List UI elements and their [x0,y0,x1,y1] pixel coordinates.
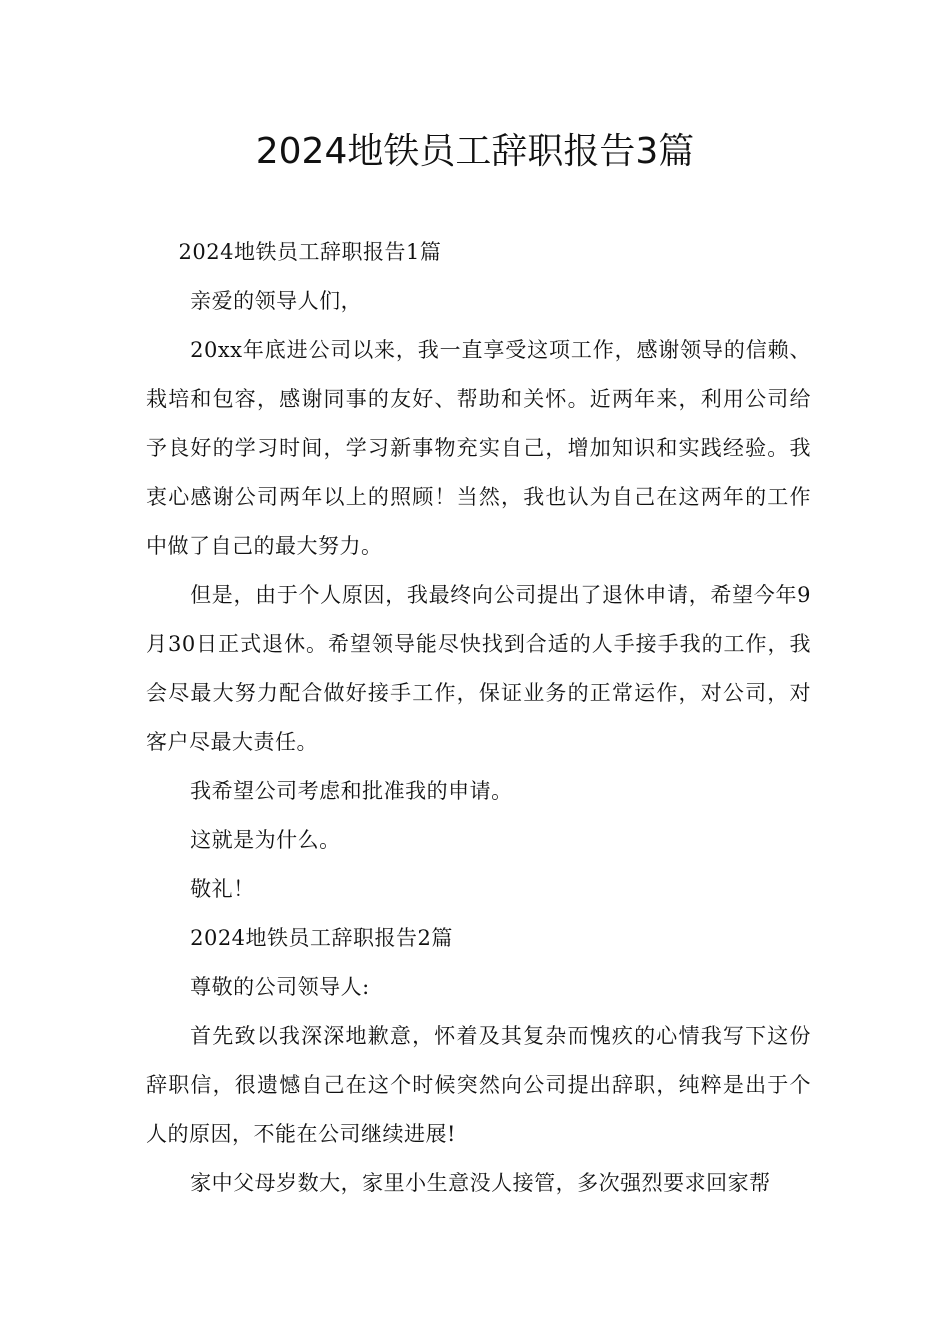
paragraph: 但是，由于个人原因，我最终向公司提出了退休申请，希望今年9月30日正式退休。希望领导能尽快找到合适的人手接手我的工作，我会尽最大努力配合做好接手工作，保证业务的正常运作，对公司，对客户尽最大责任。 [146,583,811,754]
closing-1: 敬礼！ [190,877,255,901]
document-title: 2024地铁员工辞职报告3篇 [255,131,695,172]
section-heading-1: 2024地铁员工辞职报告1篇 [178,240,442,264]
paragraph: 20xx年底进公司以来，我一直享受这项工作，感谢领导的信赖、栽培和包容，感谢同事的友好、帮助和关怀。近两年来，利用公司给予良好的学习时间，学习新事物充实自己，增加知识和实践经验。我衷心感谢公司两年以上的照顾！当然，我也认为自己在这两年的工作中做了自己的最大努力。 [146,338,811,558]
paragraph: 这就是为什么。 [190,828,341,852]
paragraph: 首先致以我深深地歉意，怀着及其复杂而愧疚的心情我写下这份辞职信，很遗憾自己在这个时候突然向公司提出辞职，纯粹是出于个人的原因，不能在公司继续进展! [146,1024,811,1146]
salutation-2: 尊敬的公司领导人: [190,975,370,999]
section-heading-2: 2024地铁员工辞职报告2篇 [190,926,453,950]
document-body [146,228,811,1208]
salutation-1: 亲爱的领导人们， [190,289,363,313]
paragraph: 我希望公司考虑和批准我的申请。 [190,779,513,803]
paragraph: 家中父母岁数大，家里小生意没人接管，多次强烈要求回家帮 [190,1171,771,1195]
